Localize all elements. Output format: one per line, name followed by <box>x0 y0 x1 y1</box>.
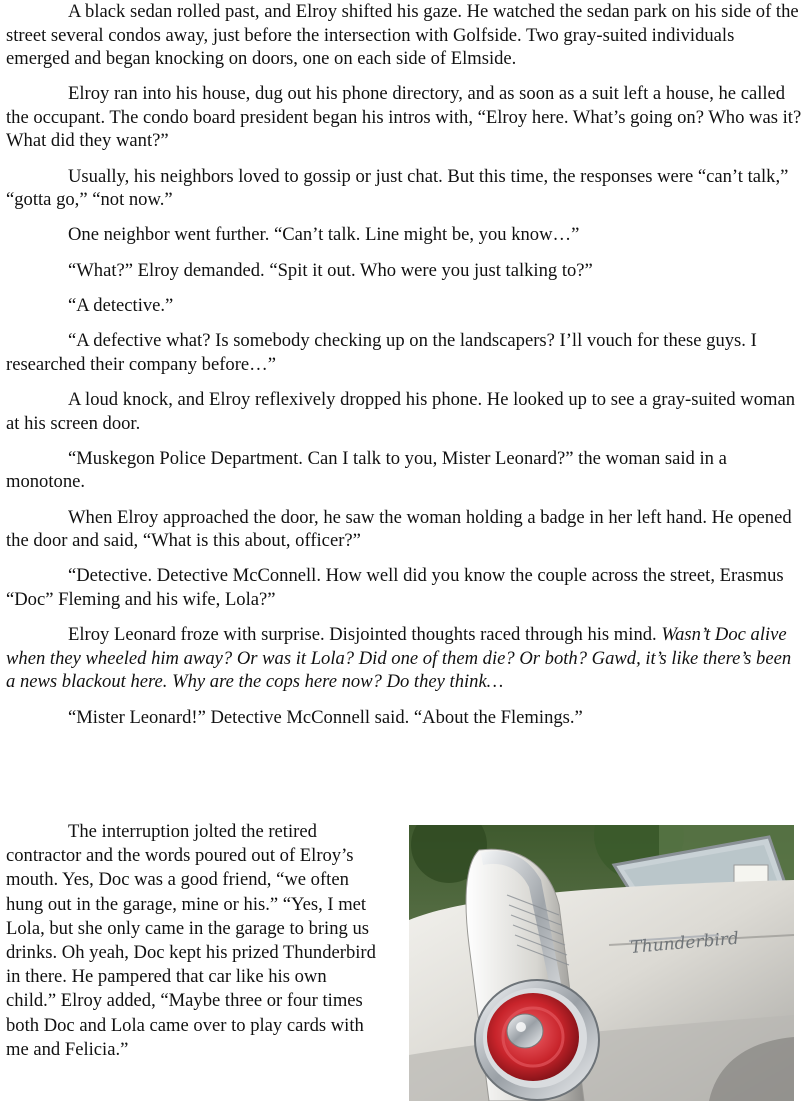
thunderbird-photo <box>409 825 794 1101</box>
taillight-center <box>507 1014 543 1048</box>
paragraph-8: A loud knock, and Elroy reflexively dropped his phone. He looked up to see a gray-suited woman at his screen door. <box>6 389 796 434</box>
thoughts-lead: Elroy Leonard froze with surprise. Disjointed thoughts raced through his mind. <box>68 624 662 646</box>
thunderbird-illustration <box>409 825 794 1101</box>
paragraph-12-thoughts <box>6 623 802 694</box>
paragraph-13: “Mister Leonard!” Detective McConnell said. “About the Flemings.” <box>68 706 583 728</box>
paragraph-7: “A defective what? Is somebody checking up on the landscapers? I’ll vouch for these guys. I researched their company before…” <box>6 330 757 375</box>
paragraph-1: A black sedan rolled past, and Elroy shifted his gaze. He watched the sedan park on his side of the street several condos away, just before the intersection with Golfside. Two gray-suited individuals emerged and began knocking on doors, one on each side of Elmside. <box>6 1 799 69</box>
paragraph-10: When Elroy approached the door, he saw the woman holding a badge in her left hand. He opened the door and said, “What is this about, officer?” <box>6 506 792 552</box>
paragraph-4: One neighbor went further. “Can’t talk. Line might be, you know…” <box>68 224 580 246</box>
paragraph-14-wrapped: The interruption jolted the retired contractor and the words poured out of Elroy’s mouth. Yes, Doc was a good friend, “we often hung out in the garage, mine or his.” “Yes, I met Lola, but she only came in the garage to bring us drinks. Oh yeah, Doc kept his prized Thunderbird in there. He pampered that car like his own child.” Elroy added, “Maybe three or four times both Doc and Lola came over to play cards with me and Felicia.” <box>6 821 376 1060</box>
paragraph-11: “Detective. Detective McConnell. How well did you know the couple across the street, Erasmus “Doc” Fleming and his wife, Lola?” <box>6 565 784 610</box>
paragraph-9: “Muskegon Police Department. Can I talk to you, Mister Leonard?” the woman said in a monotone. <box>6 447 727 493</box>
paragraph-2: Elroy ran into his house, dug out his phone directory, and as soon as a suit left a house, he called the occupant. The condo board president began his intros with, “Elroy here. What’s going on? Who was it? What did they want?” <box>6 83 802 152</box>
paragraph-3: Usually, his neighbors loved to gossip or just chat. But this time, the responses were “can’t talk,” “gotta go,” “not now.” <box>6 165 789 211</box>
thoughts-italic: Wasn’t Doc alive when they wheeled him away? Or was it Lola? Did one of them die? Or both? Gawd, it’s like there’s been a news blackout here. Why are the cops here now? Do they think… <box>6 624 792 693</box>
emblem-text: Thunderbird <box>629 928 740 958</box>
paragraph-5: “What?” Elroy demanded. “Spit it out. Who were you just talking to?” <box>68 259 593 281</box>
paragraph-6: “A detective.” <box>68 294 174 316</box>
story-page <box>6 0 802 741</box>
